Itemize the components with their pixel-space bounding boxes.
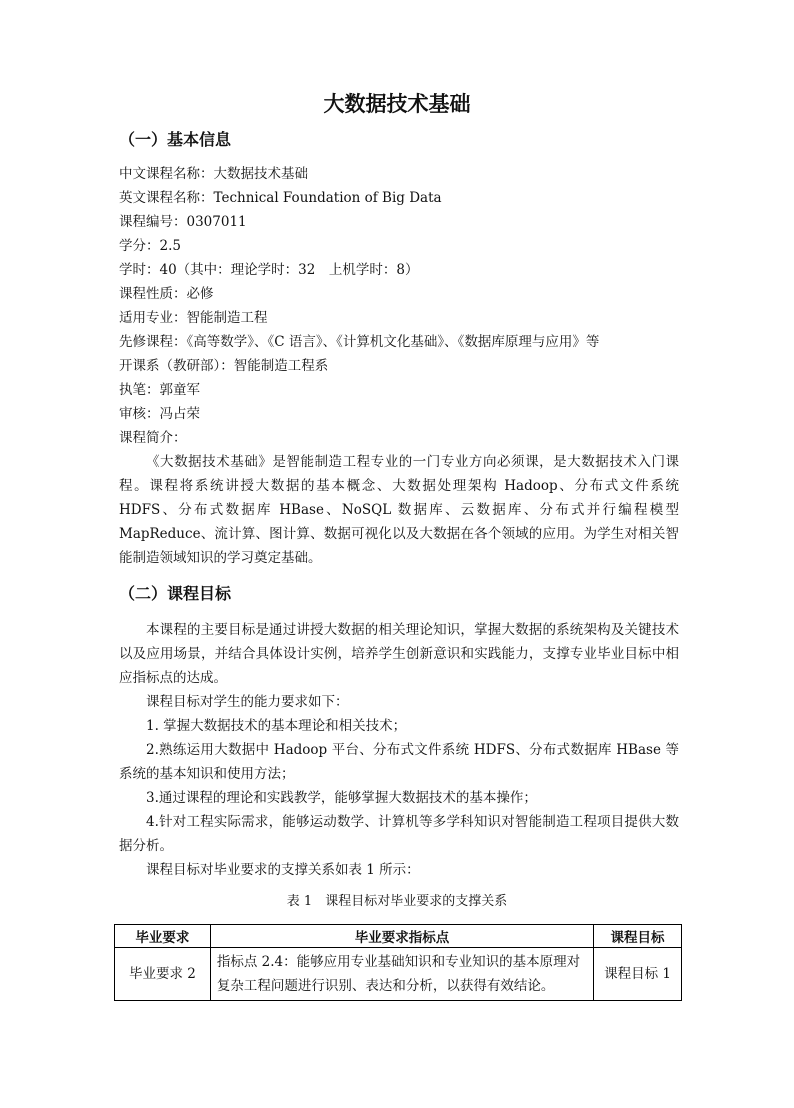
support-relation-table	[114, 924, 682, 1001]
cell-indicator: 指标点 2.4：能够应用专业基础知识和专业知识的基本原理对复杂工程问题进行识别、表达和分析，以获得有效结论。	[210, 948, 593, 1001]
goal-item-4: 4.针对工程实际需求，能够运动数学、计算机等多学科知识对智能制造工程项目提供大数据分析。	[119, 814, 679, 854]
table-header-row	[115, 925, 682, 948]
table-caption: 表 1 课程目标对毕业要求的支撑关系	[286, 894, 508, 909]
table-row	[115, 948, 682, 1001]
info-intro-label: 课程简介：	[119, 430, 187, 446]
info-chinese-name: 中文课程名称：大数据技术基础	[119, 166, 308, 182]
goal-item-2: 2.熟练运用大数据中 Hadoop 平台、分布式文件系统 HDFS、分布式数据库 HBase 等系统的基本知识和使用方法；	[119, 742, 679, 782]
cell-requirement: 毕业要求 2	[115, 948, 211, 1001]
info-hours: 学时：40（其中：理论学时：32 上机学时：8）	[119, 262, 419, 278]
info-author: 执笔：郭童军	[119, 382, 200, 398]
goals-paragraph: 本课程的主要目标是通过讲授大数据的相关理论知识，掌握大数据的系统架构及关键技术以及应用场景，并结合具体设计实例，培养学生创新意识和实践能力，支撑专业毕业目标中相应指标点的达成。	[119, 622, 679, 686]
info-major: 适用专业：智能制造工程	[119, 310, 268, 326]
section-heading-course-goals: （二）课程目标	[119, 584, 232, 603]
goals-requirements-intro: 课程目标对学生的能力要求如下：	[146, 694, 349, 710]
section-heading-basic-info: （一）基本信息	[119, 130, 232, 149]
header-course-goal: 课程目标	[594, 925, 682, 948]
table-reference-paragraph: 课程目标对毕业要求的支撑关系如表 1 所示：	[146, 862, 420, 878]
document-title: 大数据技术基础	[323, 92, 471, 116]
info-credits: 学分：2.5	[119, 238, 181, 254]
header-indicator: 毕业要求指标点	[210, 925, 593, 948]
info-department: 开课系（教研部）：智能制造工程系	[119, 358, 329, 374]
info-prerequisites: 先修课程：《高等数学》、《C 语言》、《计算机文化基础》、《数据库原理与应用》等	[119, 334, 600, 350]
info-english-name: 英文课程名称：Technical Foundation of Big Data	[119, 190, 442, 206]
info-reviewer: 审核：冯占荣	[119, 406, 200, 422]
info-course-type: 课程性质：必修	[119, 286, 214, 302]
info-course-code: 课程编号：0307011	[119, 214, 247, 230]
cell-goal: 课程目标 1	[594, 948, 682, 1001]
goal-item-1: 1. 掌握大数据技术的基本理论和相关技术；	[146, 718, 407, 734]
header-graduation-requirement: 毕业要求	[115, 925, 211, 948]
goal-item-3: 3.通过课程的理论和实践教学，能够掌握大数据技术的基本操作；	[146, 790, 537, 806]
course-intro-paragraph: 《大数据技术基础》是智能制造工程专业的一门专业方向必须课，是大数据技术入门课程。课程将系统讲授大数据的基本概念、大数据处理架构 Hadoop、分布式文件系统 HDFS、分布式数据库 HBase、NoSQL 数据库、云数据库、分布式并行编程模型 MapReduce、流计算、图计算、数据可视化以及大数据在各个领域的应用。为学生对相关智能制造领域知识的学习奠定基础。	[119, 454, 679, 566]
